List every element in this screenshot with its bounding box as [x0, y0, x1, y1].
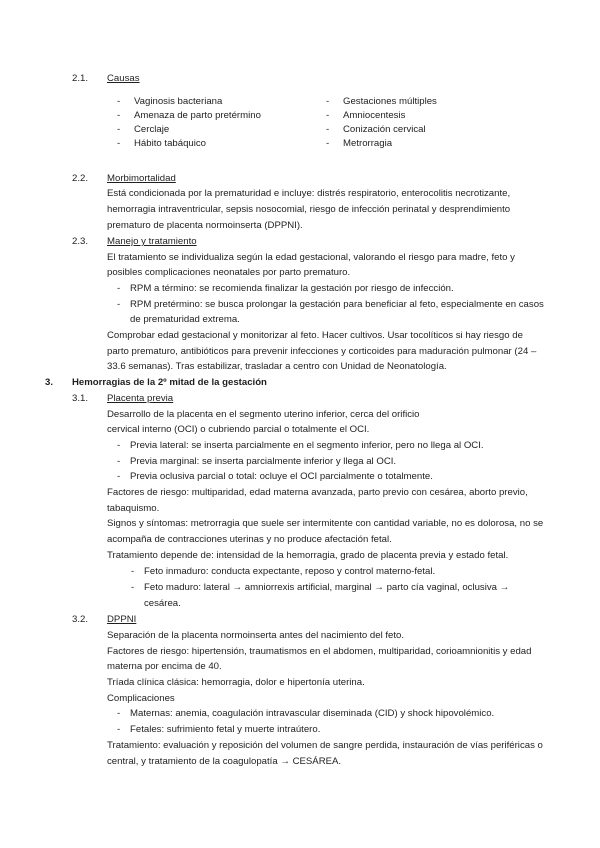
list-item: Fetales: sufrimiento fetal y muerte intraútero.	[130, 724, 321, 735]
list-dash: -	[117, 440, 121, 451]
list-dash: -	[326, 124, 330, 135]
list-dash: -	[117, 708, 121, 719]
section-number: 3.2.	[72, 614, 89, 625]
paragraph-line: El tratamiento se individualiza según la edad gestacional, valorando el riesgo para madre, feto y	[107, 252, 515, 263]
list-item: Cerclaje	[134, 124, 170, 135]
paragraph-line: cervical interno (OCI) o cubriendo parcial o totalmente el OCI.	[107, 424, 370, 435]
paragraph-line: Desarrollo de la placenta en el segmento uterino inferior, cerca del orificio	[107, 409, 420, 420]
paragraph-line: tabaquismo.	[107, 503, 160, 514]
paragraph-line: Está condicionada por la prematuridad e incluye: distrés respiratorio, enterocolitis necrotizante,	[107, 188, 511, 199]
list-dash: -	[117, 471, 121, 482]
list-item: RPM pretérmino: se busca prolongar la gestación para beneficiar al feto, especialmente en casos	[130, 299, 544, 310]
list-item: Previa marginal: se inserta parcialmente inferior y llega al OCI.	[130, 456, 397, 467]
section-title-causas: Causas	[107, 73, 140, 84]
list-item: Conización cervical	[343, 124, 426, 135]
list-dash: -	[326, 96, 330, 107]
list-item: RPM a término: se recomienda finalizar la gestación por riesgo de infección.	[130, 283, 454, 294]
list-item: Previa oclusiva parcial o total: ocluye el OCI parcialmente o totalmente.	[130, 471, 433, 482]
paragraph-line: parto prematuro, antibióticos para prevenir infecciones y corticoides para maduración pulmonar (24 –	[107, 346, 537, 357]
list-dash: -	[117, 456, 121, 467]
paragraph-line: Tratamiento: evaluación y reposición del volumen de sangre perdida, instauración de vías periféricas o	[107, 740, 543, 751]
list-item: Previa lateral: se inserta parcialmente en el segmento inferior, pero no llega al OCI.	[130, 440, 484, 451]
list-dash: -	[117, 138, 121, 149]
section-number: 2.3.	[72, 236, 89, 247]
paragraph-line: 33.6 semanas). Tras estabilizar, trasladar a centro con Unidad de Neonatología.	[107, 361, 447, 372]
paragraph-line: hemorragia intraventricular, sepsis nosocomial, riesgo de infección perinatal y desprendimiento	[107, 204, 511, 215]
paragraph-line: Complicaciones	[107, 693, 175, 704]
list-dash: -	[117, 96, 121, 107]
list-dash: -	[131, 582, 135, 593]
list-dash: -	[117, 724, 121, 735]
list-item: Gestaciones múltiples	[343, 96, 437, 107]
list-item: Metrorragia	[343, 138, 393, 149]
section-number: 2.2.	[72, 173, 89, 184]
paragraph-line: Factores de riesgo: multiparidad, edad materna avanzada, parto previo con cesárea, aborto previo,	[107, 487, 528, 498]
paragraph-line: Signos y síntomas: metrorragia que suele ser intermitente con cantidad variable, no es dolorosa, no se	[107, 518, 544, 529]
paragraph-line: Tratamiento depende de: intensidad de la hemorragia, grado de placenta previa y estado fetal.	[107, 550, 509, 561]
list-item: Vaginosis bacteriana	[134, 96, 223, 107]
paragraph-line: materna por encima de 40.	[107, 661, 222, 672]
section-title-dppni: DPPNI	[107, 614, 137, 625]
list-dash: -	[326, 138, 330, 149]
list-item: Hábito tabáquico	[134, 138, 207, 149]
list-dash: -	[117, 299, 121, 310]
list-item: Amniocentesis	[343, 110, 406, 121]
list-dash: -	[117, 124, 121, 135]
paragraph-line: Factores de riesgo: hipertensión, traumatismos en el abdomen, multiparidad, corioamnionitis y edad	[107, 646, 532, 657]
list-item: Feto maduro: lateral → amniorrexis artificial, marginal → parto cía vaginal, oclusiva →	[144, 582, 510, 593]
section-title-manejo: Manejo y tratamiento	[107, 236, 197, 247]
paragraph-line: Separación de la placenta normoinserta antes del nacimiento del feto.	[107, 630, 405, 641]
paragraph-line: Comprobar edad gestacional y monitorizar al feto. Hacer cultivos. Usar tocolíticos si hay riesgo de	[107, 330, 523, 341]
list-dash: -	[326, 110, 330, 121]
list-dash: -	[131, 566, 135, 577]
list-item: Amenaza de parto pretérmino	[134, 110, 261, 121]
section-title-morbimortalidad: Morbimortalidad	[107, 173, 176, 184]
list-item-continuation: de prematuridad extrema.	[130, 314, 240, 325]
list-dash: -	[117, 110, 121, 121]
section-number: 2.1.	[72, 73, 89, 84]
paragraph-line: posibles complicaciones neonatales por parto prematuro.	[107, 267, 351, 278]
chapter-title: Hemorragias de la 2º mitad de la gestación	[72, 377, 267, 388]
list-dash: -	[117, 283, 121, 294]
paragraph-line: Tríada clínica clásica: hemorragia, dolor e hipertonía uterina.	[107, 677, 365, 688]
list-item: Maternas: anemia, coagulación intravascular diseminada (CID) y shock hipovolémico.	[130, 708, 495, 719]
list-item: Feto inmaduro: conducta expectante, reposo y control materno-fetal.	[144, 566, 436, 577]
section-title-placenta-previa: Placenta previa	[107, 393, 174, 404]
list-item-continuation: cesárea.	[144, 598, 181, 609]
chapter-number: 3.	[45, 377, 54, 388]
paragraph-line: central, y tratamiento de la coagulopatía → CESÁREA.	[107, 756, 342, 767]
section-number: 3.1.	[72, 393, 89, 404]
paragraph-line: prematuro de placenta normoinserta (DPPNI).	[107, 220, 303, 231]
paragraph-line: acompaña de contracciones uterinas y no produce afectación fetal.	[107, 534, 392, 545]
